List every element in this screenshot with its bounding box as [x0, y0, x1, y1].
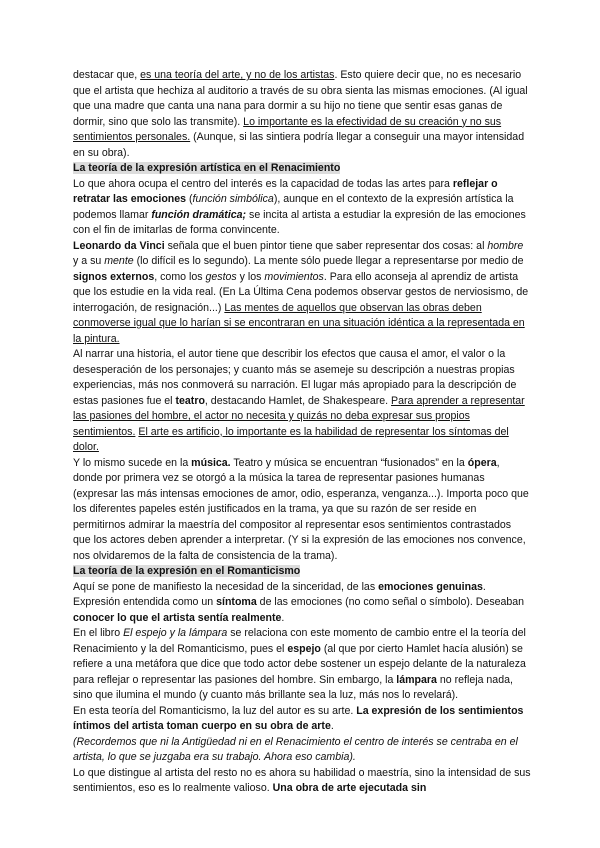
underlined-text: Para aprender a representar las pasiones del hombre, el actor no necesita y quizás no deba expresar sus propios sentimientos. [73, 394, 525, 438]
bold-text: teatro [175, 394, 205, 407]
text-span: En el libro [73, 627, 124, 639]
text-span: ( [186, 193, 193, 205]
text-span: , destacando Hamlet, de Shakespeare. [204, 394, 392, 407]
bold-text: espejo [287, 642, 321, 655]
text-span: de las emociones (no como señal o símbolo). Deseaban [256, 596, 525, 608]
text-span: . Expresión entendida como un [73, 580, 486, 608]
text-span: Y lo mismo sucede en la [73, 456, 192, 469]
text-span: Al narrar una historia, el autor tiene que describir los efectos que causa el amor, el valor o la desesperación de los personajes; y cuanto más se asemeje su descripción a nuestras propias experiencias, más nos conmoverá su narración. El lugar más apropiado para la descripción de estas pasiones fue el [73, 348, 517, 407]
paragraph-luz-autor [73, 704, 531, 735]
section-heading-romanticismo [73, 564, 531, 580]
italic-text: función simbólica [192, 193, 274, 205]
text-span: Teatro y música se encuentran “fusionados” en la [230, 456, 468, 469]
text-span: . Esto quiere decir que, no es necesario que el artista que hechiza al auditorio a través de su obra sienta las mismas emociones. (Al igual que una madre que canta una nana para dormir a su hijo no tiene que sentir esas ganas de dormir, sino que solo las transmite). [73, 69, 528, 128]
italic-text: hombre [487, 239, 524, 252]
bold-text: emociones genuinas [378, 580, 483, 593]
bold-text: lámpara [396, 673, 437, 686]
paragraph-intro [73, 68, 531, 161]
paragraph-renacimiento-1 [73, 177, 531, 239]
text-span: (Aunque, si las sintiera podría llegar a conseguir una mayor intensidad en su obra). [73, 131, 525, 159]
text-span: no refleja nada, sino que ilumina el mundo (y cuanto más brillante sea la luz, más nos lo revelará). [73, 673, 513, 701]
text-span: , como los [154, 270, 206, 283]
text-span: destacar que, [73, 69, 141, 81]
bold-text: conocer lo que el artista sentía realmente [73, 611, 282, 624]
text-span: y a su [73, 255, 105, 267]
text-span: . [281, 611, 285, 624]
italic-text: movimientos [264, 270, 324, 283]
document-page [73, 68, 531, 797]
section-heading-renacimiento [73, 161, 531, 177]
bold-text: ópera [467, 456, 497, 469]
bold-text: signos externos [73, 270, 155, 283]
underlined-text: Lo importante es la efectividad de su creación y no sus sentimientos personales. [73, 115, 502, 143]
bold-italic-text: función dramática; [151, 208, 247, 221]
bold-text: Una obra de arte ejecutada sin [272, 782, 427, 794]
text-span: Aquí se pone de manifiesto la necesidad de la sinceridad, de las [73, 580, 379, 593]
heading-text: La teoría de la expresión artística en el Renacimiento [73, 162, 341, 174]
text-span: (lo difícil es lo segundo). La mente sólo puede llegar a representarse por medio de [133, 255, 524, 267]
italic-text: gestos [205, 270, 237, 283]
bold-text: reflejar o retratar las emociones [73, 177, 498, 205]
paragraph-espejo-lampara [73, 626, 531, 704]
bold-text: Leonardo da Vinci [73, 239, 165, 252]
underlined-text: El arte es artificio, lo importante es la habilidad de representar los síntomas del dolor. [73, 425, 509, 453]
text-span: se relaciona con este momento de cambio entre el la teoría del Renacimiento y la del Romanticismo, pues el [73, 627, 526, 655]
text-span: ), aunque en el contexto de la expresión artística la podemos llamar [73, 193, 514, 221]
text-span: (al que por cierto Hamlet hacía alusión) se refiere a una metáfora que dice que todo actor debe sostener un espejo delante de la naturaleza para reflejar o representar las pasiones del hombre. Sin embargo, la [73, 642, 526, 686]
paragraph-final [73, 766, 531, 797]
text-span: y los [236, 270, 265, 283]
paragraph-note-italic: (Recordemos que ni la Antigüedad ni en el Renacimiento el centro de interés se centraba en el artista, lo que se juzgaba era su trabajo. Ahora eso cambia). [73, 735, 518, 763]
bold-text: música. [191, 456, 231, 469]
underlined-text: es una teoría del arte, y no de los artistas [140, 69, 335, 81]
italic-text: El espejo y la lámpara [123, 627, 228, 639]
underlined-text: Las mentes de aquellos que observan las obras deben conmoverse igual que lo harían si se encontraran en una situación idéntica a la representada en la pintura. [73, 301, 525, 345]
text-span: En esta teoría del Romanticismo, la luz del autor es su arte. [73, 704, 357, 717]
bold-text: síntoma [216, 596, 257, 608]
bold-text: La expresión de los sentimientos íntimos del artista toman cuerpo en su obra de arte [73, 704, 524, 732]
text-span: . [330, 720, 334, 732]
text-span: se incita al artista a estudiar la expresión de las emociones con el fin de imitarlas de forma convincente. [73, 208, 526, 236]
text-span: . Para ello aconseja al aprendiz de artista que los estudie en la vida real. (En La Última Cena podemos observar gestos de nerviosismo, de interrogación, de resignación...) [73, 270, 529, 314]
paragraph-musica [73, 456, 531, 565]
italic-text: mente [104, 255, 134, 267]
text-span: Lo que distingue al artista del resto no es ahora su habilidad o maestría, sino la intensidad de sus sentimientos, eso es lo realmente valioso. [73, 766, 531, 794]
paragraph-romanticismo-1 [73, 580, 531, 627]
text-span: , donde por primera vez se otorgó a la música la tarea de representar pasiones humanas (expresar las más intensas emociones de amor, odio, esperanza, venganza...). Importa poco que los diferentes papeles estén justificados en la trama, ya que su razón de ser reside en permitirnos admirar la maestría del compositor al representar esos sentimientos contrastados que los actores deben aprender a interpretar. (Y si la expresión de las emociones nos convence, nos olvidaremos de la falta de consistencia de la trama). [73, 456, 529, 562]
paragraph-leonardo [73, 239, 531, 348]
paragraph-teatro [73, 347, 531, 456]
heading-text: La teoría de la expresión en el Romanticismo [73, 565, 301, 577]
text-span: señala que el buen pintor tiene que saber representar dos cosas: al [164, 239, 488, 252]
text-span: Lo que ahora ocupa el centro del interés es la capacidad de todas las artes para [73, 177, 453, 190]
